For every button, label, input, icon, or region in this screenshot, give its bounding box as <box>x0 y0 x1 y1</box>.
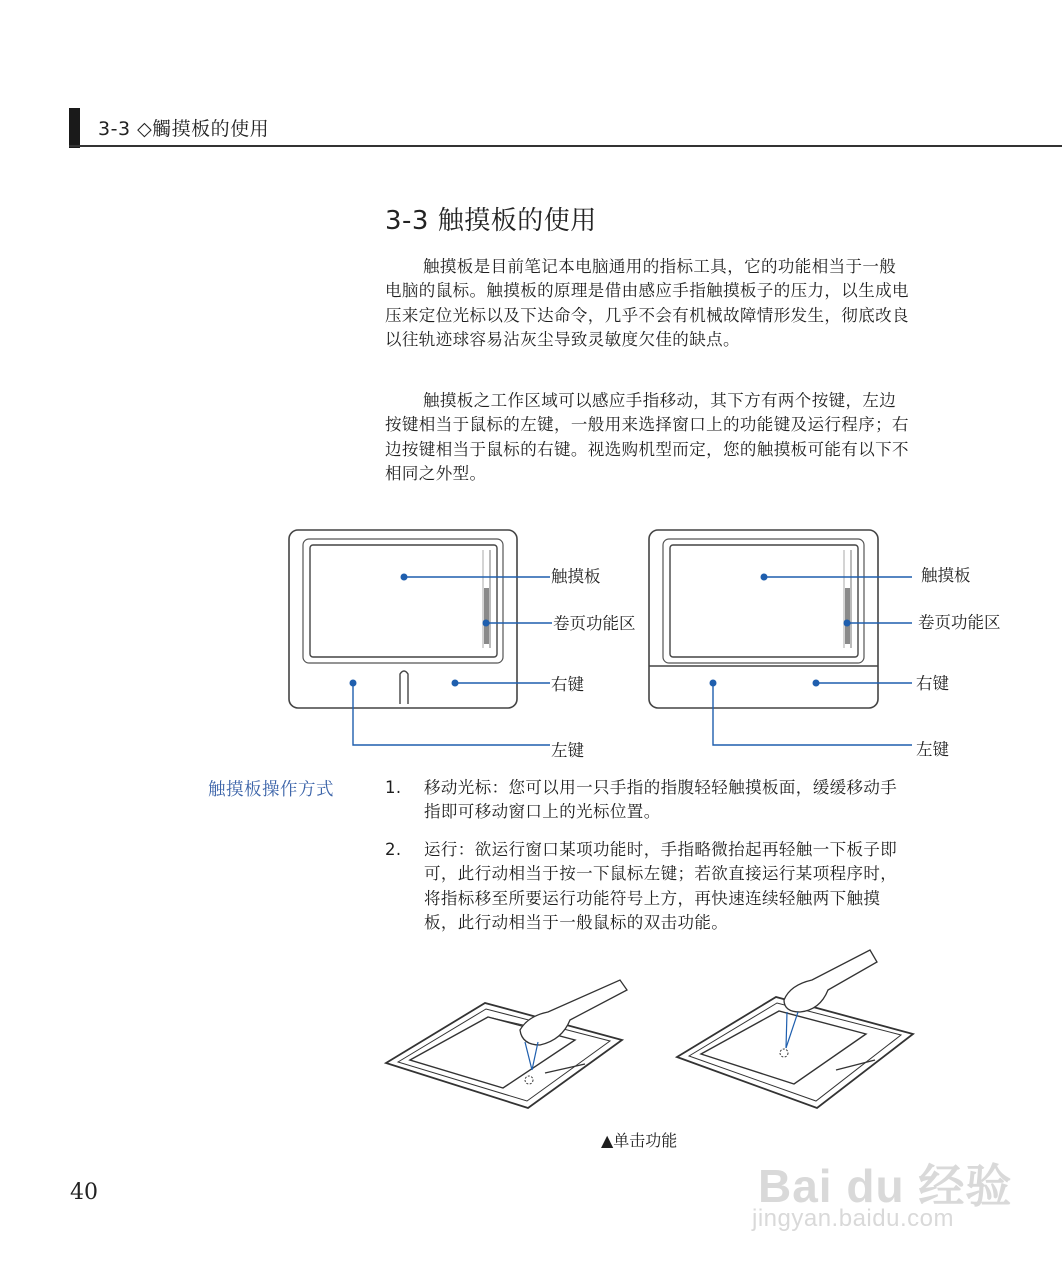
running-header: 3-3 ◇觸摸板的使用 <box>98 118 270 140</box>
tap-illustration-right <box>677 950 913 1108</box>
label-left-key-left: 左键 <box>551 741 584 760</box>
label-scroll-zone-right: 卷页功能区 <box>918 613 1001 632</box>
list-item <box>385 776 913 825</box>
tap-illustration-left <box>386 980 627 1108</box>
label-right-key-right: 右键 <box>916 674 949 693</box>
baidu-watermark-url: jingyan.baidu.com <box>752 1205 954 1232</box>
operations-heading: 触摸板操作方式 <box>208 780 334 800</box>
list-item <box>385 838 913 936</box>
label-scroll-zone-left: 卷页功能区 <box>553 614 636 633</box>
label-touchpad-left: 触摸板 <box>551 567 601 586</box>
label-right-key-left: 右键 <box>551 675 584 694</box>
page-number: 40 <box>70 1180 98 1205</box>
section-title: 3-3 触摸板的使用 <box>385 206 597 236</box>
touchpad-diagram-right <box>649 530 912 745</box>
list-number: 1. <box>385 778 402 797</box>
list-text: 运行：欲运行窗口某项功能时，手指略微抬起再轻触一下板子即可，此行动相当于按一下鼠标左键；若欲直接运行某项程序时，将指标移至所要运行功能符号上方，再快速连续轻触两下触摸板，此行动相当于一般鼠标的双击功能。 <box>424 840 898 933</box>
label-left-key-right: 左键 <box>916 740 949 759</box>
buttons-paragraph: 触摸板之工作区域可以感应手指移动，其下方有两个按键，左边按键相当于鼠标的左键，一般用来选择窗口上的功能键及运行程序；右边按键相当于鼠标的右键。视选购机型而定，您的触摸板可能有以下不相同之外型。 <box>385 391 909 484</box>
figure-caption: ▲单击功能 <box>601 1131 678 1150</box>
touchpad-diagram-left <box>289 530 552 745</box>
intro-paragraph: 触摸板是目前笔记本电脑通用的指标工具，它的功能相当于一般电脑的鼠标。触摸板的原理是借由感应手指触摸板子的压力，以生成电压来定位光标以及下达命令，几乎不会有机械故障情形发生，彻底改良以往轨迹球容易沾灰尘导致灵敏度欠佳的缺点。 <box>385 257 909 350</box>
baidu-watermark-logo: Bai du 经验 <box>758 1160 1013 1212</box>
list-text: 移动光标：您可以用一只手指的指腹轻轻触摸板面，缓缓移动手指即可移动窗口上的光标位置。 <box>424 778 898 822</box>
label-touchpad-right: 触摸板 <box>921 566 971 585</box>
list-number: 2. <box>385 840 402 859</box>
